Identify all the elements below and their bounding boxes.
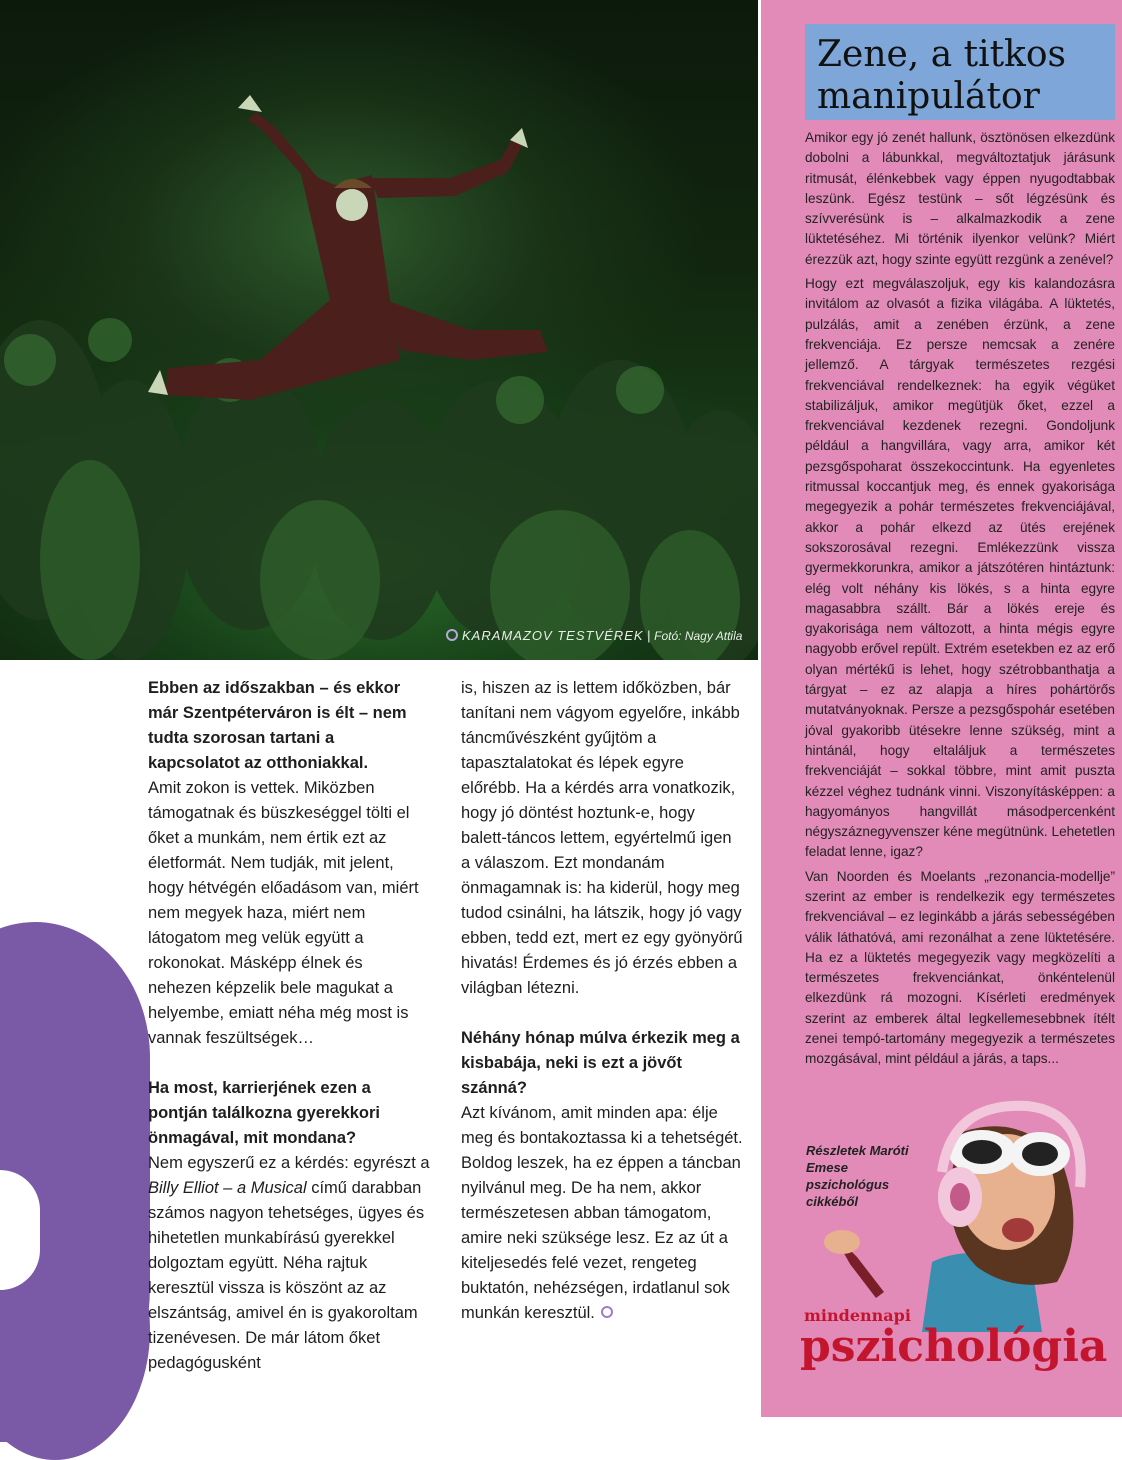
- photo-credit: Fotó: Nagy Attila: [654, 629, 743, 643]
- caption-separator: |: [643, 628, 655, 643]
- interview-question: Ha most, karrierjének ezen a pontján találkozna gyerekkori önmagával, mit mondana?: [148, 1079, 380, 1147]
- answer-text: című darabban számos nagyon tehetséges, ügyes és hihetetlen munkabírású gyerekkel dolgoztam együtt. Néha rajtuk keresztül vissza is köszönt az az elszántság, amivel én is gyakoroltam tizenévesen. De már látom őket pedagógusként: [148, 1179, 425, 1372]
- end-mark-icon: [601, 1306, 613, 1318]
- musical-title: Billy Elliot – a Musical: [148, 1179, 307, 1197]
- interview-answer: [461, 676, 743, 1001]
- answer-text: Nem egyszerű ez a kérdés: egyrészt a: [148, 1154, 430, 1172]
- dancer-illustration: [0, 0, 758, 660]
- paragraph-gap: [461, 1001, 743, 1026]
- brand-small-text: mindennapi: [804, 1306, 911, 1325]
- paragraph-gap: [148, 1051, 430, 1076]
- interview-question: Néhány hónap múlva érkezik meg a kisbabája, neki is ezt a jövőt szánná?: [461, 1029, 740, 1097]
- brand-big-text: pszichológia: [800, 1321, 1108, 1372]
- sidebar-body: [805, 128, 1115, 1074]
- ballet-photo: [0, 0, 758, 660]
- article-column-left: [148, 676, 430, 1376]
- magazine-brand-logo: [800, 1306, 1110, 1372]
- interview-answer: [461, 1101, 743, 1326]
- interview-answer: [148, 1151, 430, 1376]
- caption-title: KARAMAZOV TESTVÉREK: [462, 628, 644, 643]
- sidebar-paragraph: Amikor egy jó zenét hallunk, ösztönösen elkezdünk dobolni a lábunkkal, megváltoztatjuk járásunk ritmusát, élénkebbek vagy éppen nyugodtabbak leszünk. Egész testünk – sőt légzésünk és szívverésünk is – alkalmazkodik a zene lüktetéséhez. Mi történik ilyenkor velünk? Miért érezzük azt, hogy szinte együtt rezgünk a zenével?: [805, 130, 1115, 267]
- sidebar-paragraph: Van Noorden és Moelants „rezonancia-modellje” szerint az ember is rendelkezik egy természetes frekvenciával – ez leginkább a járás sebességében válik láthatóvá, ami rezonálhat a zene lüktetésére. Ha ez a lüktetés megegyezik vagy megközelíti a természetes frekvenciánkat, önkéntelenül elkezdünk rá mozogni. Kísérleti eredmények szerint az emberek által legkellemesebbnek ítélt zenei tempó-tartomány megegyezik a természetes mozgásával, mint például a járás, a taps...: [805, 868, 1115, 1067]
- sidebar-source: Részletek Maróti Emese pszichológus cikkéből: [806, 1143, 909, 1209]
- interview-question: Ebben az időszakban – és ekkor már Szentpéterváron is élt – nem tudta szorosan tartani a kapcsolatot az otthoniakkal.: [148, 679, 407, 772]
- circle-bullet-icon: [446, 629, 458, 641]
- answer-text: Amit zokon is vettek. Miközben támogatnak és büszkeséggel tölti el őket a munkám, nem értik ezt az életformát. Nem tudják, mit jelent, hogy hétvégén előadásom van, miért nem megyek haza, miért nem látogatom meg velük együtt a rokonokat. Másképp élnek és nehezen képzelik bele magukat a helyembe, emiatt néha még most is vannak feszültségek…: [148, 779, 419, 1047]
- sidebar-title: Zene, a titkos manipulátor: [817, 34, 1067, 117]
- answer-text: Azt kívánom, amit minden apa: élje meg és bontakoztassa ki a tehetségét. Boldog leszek, ha ez éppen a táncban nyilvánul meg. De ha nem, akkor természetesen abban támogatom, amire neki szüksége lesz. Ez az út a kiteljesedés felé vezet, rengeteg buktatón, nehézségen, irdatlanul sok munkán keresztül.: [461, 1104, 743, 1322]
- article-column-right: [461, 676, 743, 1326]
- interview-answer: [148, 776, 430, 1051]
- girl-with-headphones-illustration: [812, 1092, 1112, 1332]
- sidebar-title-box: [805, 24, 1115, 120]
- answer-text: is, hiszen az is lettem időközben, bár tanítani nem vágyom egyelőre, inkább táncművészként gyűjtöm a tapasztalatokat és lépek egyre előrébb. Ha a kérdés arra vonatkozik, hogy jó döntést hoztunk-e, hogy balett-táncos lettem, egyértelmű igen a válaszom. Ezt mondanám önmagamnak is: ha kiderül, hogy meg tudod csinálni, ha látszik, hogy jó vagy ebben, tedd ezt, mert ez egy gyönyörű hivatás! Érdemes és jó érzés ebben a világban létezni.: [461, 679, 743, 997]
- photo-caption: [446, 628, 742, 643]
- sidebar-paragraph: Hogy ezt megválaszoljuk, egy kis kalandozásra invitálom az olvasót a fizika világába. A lüktetés, pulzálás, amit a zenében érzünk, a zene frekvenciája. Ez persze nemcsak a zenére jellemző. A tárgyak természetes rezgési frekvenciával rendelkeznek: ha egyik végüket stabilizáljuk, amikor megütjük őket, ezzel a frekvenciával kezdenek rezegni. Gondoljunk például a hangvillára, vagy arra, amikor két pezsgőspoharat összekoccintunk. Ha egyenletes ritmussal koccantjuk meg, és ennek gyakorisága megegyezik a pohár természetes frekvenciájával, akkor a pohár elkezd az ütés erejének sokszorosával rezegni. Emlékezzünk vissza gyermekkorunkra, amikor a játszótéren hintáztunk: elég volt néhány kis lökés, s a hinta egyre magasabbra szállt. Bár a lökés ereje és gyakorisága nem változott, a hinta mégis egyre nagyobb erővel repült. Extrém esetekben ez az erő olyan mértékű is lehet, hogy szétrobbanthatja a tárgyat – ez az alapja a híres pohártörős mutatványoknak. Persze a pezsgőspohár esetében jóval gyakoribb ütésekre lenne szükség, mint a hintánál, hogy eltaláljuk a természetes frekvenciáját – sokkal többre, mint amit puszta kézzel véghez tudnánk vinni. Viszonyításképpen: a hagyományos hangvillát másodpercenként négyszáznegyvenszer kéne megütnünk. Lehetetlen feladat lenne, igaz?: [805, 276, 1115, 860]
